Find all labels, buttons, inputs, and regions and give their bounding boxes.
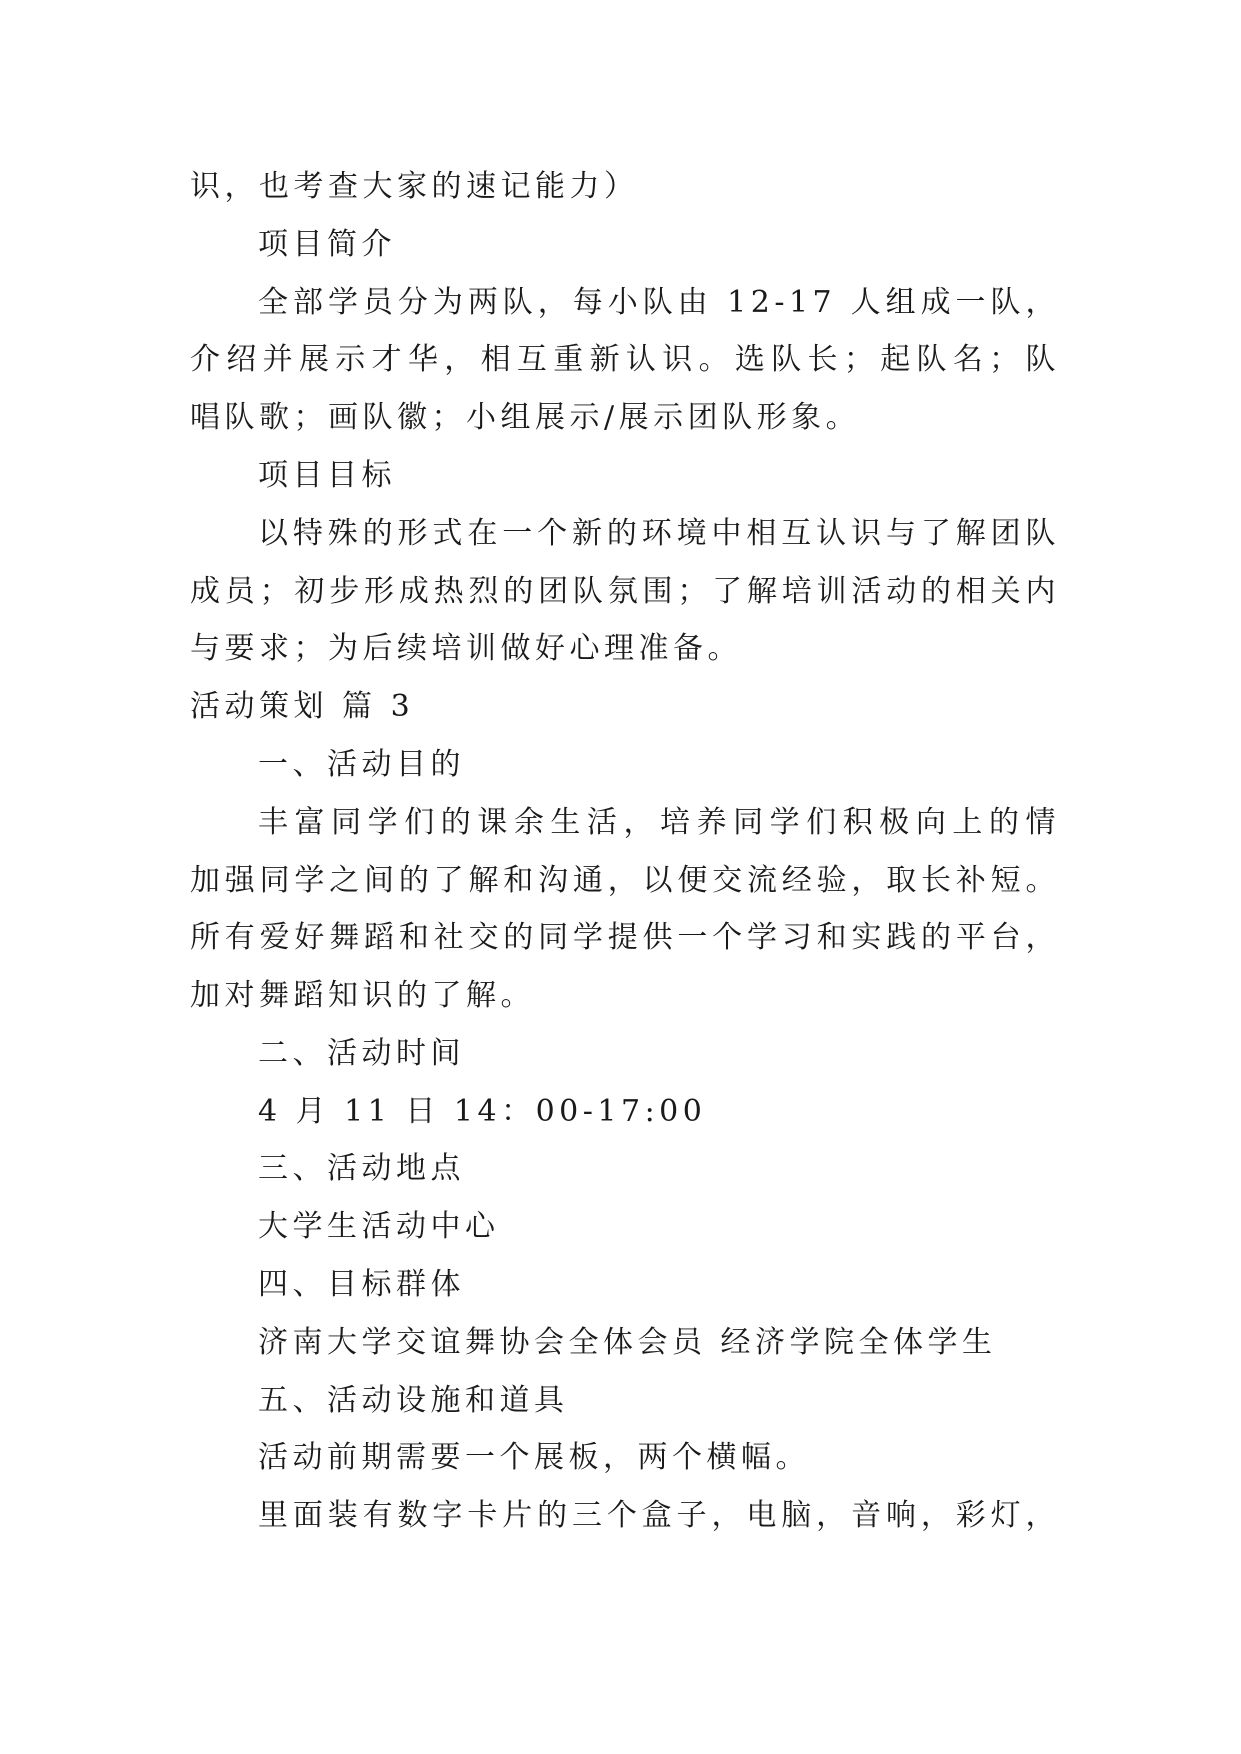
paragraph-line: 介绍并展示才华，相互重新认识。选队长；起队名；队: [190, 342, 1060, 377]
section-heading: 四、目标群体: [258, 1267, 465, 1302]
paragraph-line: 丰富同学们的课余生活，培养同学们积极向上的情: [258, 805, 1060, 840]
section-heading: 项目简介: [258, 227, 396, 262]
paragraph-line: 里面装有数字卡片的三个盒子，电脑，音响，彩灯，: [258, 1498, 1060, 1533]
paragraph-line: 活动前期需要一个展板，两个横幅。: [258, 1440, 810, 1475]
section-heading: 三、活动地点: [258, 1151, 465, 1186]
paragraph-line: 以特殊的形式在一个新的环境中相互认识与了解团队: [258, 516, 1060, 551]
paragraph-line: 唱队歌；画队徽；小组展示/展示团队形象。: [190, 400, 861, 435]
paragraph-line: 与要求；为后续培训做好心理准备。: [190, 631, 742, 666]
section-heading: 五、活动设施和道具: [258, 1383, 569, 1418]
paragraph-line: 加对舞蹈知识的了解。: [190, 978, 535, 1013]
section-heading: 一、活动目的: [258, 747, 465, 782]
paragraph-line: 全部学员分为两队，每小队由 12-17 人组成一队，: [258, 285, 1060, 320]
paragraph-line: 成员；初步形成热烈的团队氛围；了解培训活动的相关内: [190, 574, 1060, 609]
paragraph-line: 济南大学交谊舞协会全体会员 经济学院全体学生: [258, 1325, 997, 1360]
paragraph-line: 所有爱好舞蹈和社交的同学提供一个学习和实践的平台，: [190, 920, 1060, 955]
paragraph-line: 大学生活动中心: [258, 1209, 500, 1244]
paragraph-line: 4 月 11 日 14：00-17:00: [258, 1094, 707, 1129]
chapter-heading: 活动策划 篇 3: [190, 689, 415, 724]
paragraph-line: 加强同学之间的了解和沟通，以便交流经验，取长补短。: [190, 863, 1060, 898]
paragraph-line: 识，也考查大家的速记能力）: [190, 169, 639, 204]
section-heading: 项目目标: [258, 458, 396, 493]
section-heading: 二、活动时间: [258, 1036, 465, 1071]
